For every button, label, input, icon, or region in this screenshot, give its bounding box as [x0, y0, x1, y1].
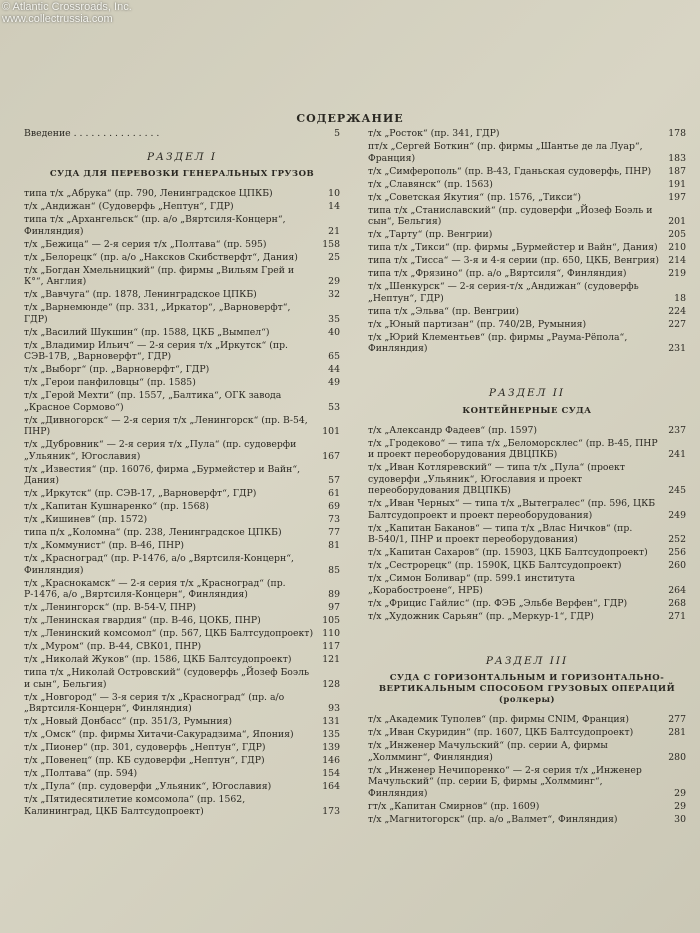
entry-text: типа т/х „Абрука“ (пр. 790, Ленинградское ЦПКБ) [24, 188, 273, 199]
watermark-line-2: www.collectrussia.com [2, 13, 113, 25]
entry-page: 183 [668, 152, 686, 164]
toc-entry [368, 573, 686, 596]
toc-entry [24, 340, 340, 363]
section-1-continued-entries [368, 128, 686, 355]
watermark-line-1: © Atlantic Crossroads, Inc. [2, 1, 132, 13]
toc-entry [368, 801, 686, 813]
toc-entry [24, 464, 340, 487]
entry-page: 131 [322, 716, 340, 727]
toc-entry [24, 201, 340, 213]
entry-page: 281 [668, 727, 686, 738]
entry-text: т/х „Дивногорск“ — 2-я серия т/х „Ленингорск“ (пр. В-54, ПНР) [24, 414, 308, 437]
entry-page: 191 [668, 178, 686, 190]
entry-text: т/х „Советская Якутия“ (пр. 1576, „Тикси“) [368, 191, 582, 203]
toc-entry [24, 439, 340, 462]
section-3-title: РАЗДЕЛ III [485, 654, 569, 667]
toc-entry [368, 255, 686, 267]
entry-page: 14 [328, 201, 340, 212]
entry-page: 205 [668, 229, 686, 240]
entry-text: т/х „Муром“ (пр. В-44, СВК01, ПНР) [24, 641, 202, 652]
entry-page: 121 [322, 654, 340, 665]
entry-page: 101 [322, 426, 340, 437]
entry-text: т/х „Иван Котляревский“ — типа т/х „Пула“ (проект судоверфи „Ульяник“, Югославия и проект переоборудования ДВЦПКБ) [368, 462, 625, 496]
entry-page: 268 [668, 597, 686, 609]
toc-entry [368, 611, 686, 623]
toc-entry [24, 415, 340, 438]
toc-entry [24, 289, 340, 301]
entry-text: т/х „Николай Жуков“ (пр. 1586, ЦКБ Балтсудопроект) [24, 654, 292, 665]
toc-entry [24, 252, 340, 264]
entry-page: 173 [322, 805, 340, 817]
entry-page: 154 [322, 768, 340, 779]
entry-text: т/х „Андижан“ (Судоверфь „Нептун“, ГДР) [24, 201, 234, 212]
entry-page: 49 [328, 377, 340, 388]
entry-page: 69 [328, 501, 340, 512]
toc-entry [368, 306, 686, 318]
toc-entry [368, 425, 686, 437]
toc-entry [24, 716, 340, 728]
entry-page: 231 [668, 343, 686, 354]
entry-text: типа т/х „Станиславский“ (пр. судоверфи „Йозеф Боэль и сын“, Бельгия) [368, 204, 653, 227]
entry-text: т/х „Фрицис Гайлис“ (пр. ФЭБ „Эльбе Верфен“, ГДР) [368, 597, 628, 609]
entry-text: т/х „Академик Туполев“ (пр. фирмы CNIM, Франция) [368, 714, 630, 725]
entry-page: 81 [328, 540, 340, 551]
toc-entry [24, 239, 340, 251]
toc-entry [368, 141, 686, 164]
left-column [24, 128, 340, 819]
entry-page: 29 [674, 787, 686, 799]
entry-text: т/х „Новгород“ — 3-я серия т/х „Красноград“ (пр. а/о „Вяртсиля-Концерн“, Финляндия) [24, 691, 285, 714]
entry-page: 53 [328, 401, 340, 413]
entry-page: 44 [328, 364, 340, 375]
toc-entry [24, 615, 340, 627]
toc-entry [368, 740, 686, 763]
entry-page: 25 [328, 251, 340, 263]
entry-text: т/х „Вавчуга“ (пр. 1878, Ленинградское ЦПКБ) [24, 289, 257, 300]
toc-entry [24, 768, 340, 780]
entry-page: 214 [668, 255, 686, 266]
page-title: СОДЕРЖАНИЕ [296, 112, 404, 125]
entry-page: 241 [668, 449, 686, 460]
toc-entry [368, 438, 686, 461]
entry-text: т/х „Иван Скуридин“ (пр. 1607, ЦКБ Балтсудопроект) [368, 727, 634, 738]
entry-page: 164 [322, 781, 340, 792]
section-2-entries [368, 425, 686, 623]
toc-entry [24, 729, 340, 741]
entry-text: т/х „Художник Сарьян“ (пр. „Меркур-1“, ГДР) [368, 610, 594, 622]
toc-entry [24, 553, 340, 576]
section-2-title: РАЗДЕЛ II [488, 387, 566, 399]
entry-text: гт/х „Капитан Смирнов“ (пр. 1609) [368, 800, 540, 812]
toc-entry [368, 242, 686, 254]
entry-text: т/х „Пятидесятилетие комсомола“ (пр. 1562, Калининград, ЦКБ Балтсудопроект) [24, 794, 246, 817]
entry-text: т/х „Герои панфиловцы“ (пр. 1585) [24, 377, 196, 388]
entry-text: т/х „Бежица“ — 2-я серия т/х „Полтава“ (пр. 595) [24, 238, 267, 250]
toc-entry [24, 755, 340, 767]
toc-entry [368, 281, 686, 304]
entry-page: 252 [668, 534, 686, 545]
entry-text: т/х „Краснокамск“ — 2-я серия т/х „Красноград“ (пр. Р-1476, а/о „Вяртсиля-Концерн“, Финляндия) [24, 577, 286, 600]
entry-text: т/х „Иркутск“ (пр. СЭВ-17, „Варноверфт“, ГДР) [24, 488, 257, 499]
entry-page: 264 [668, 584, 686, 596]
entry-text: типа т/х „Эльва“ (пр. Венгрии) [368, 305, 519, 317]
entry-page: 146 [322, 755, 340, 766]
toc-entry [368, 814, 686, 826]
entry-text: т/х „Гродеково“ — типа т/х „Беломорсклес“ (пр. В-45, ПНР и проект переоборудования ДВЦПКБ) [368, 437, 658, 460]
toc-entry [24, 602, 340, 614]
entry-text: т/х „Славянск“ (пр. 1563) [368, 178, 493, 190]
entry-text: т/х „Богдан Хмельницкий“ (пр. фирмы „Вильям Грей и К°“, Англия) [24, 264, 295, 287]
entry-text: т/х „Ленинская гвардия“ (пр. В-46, ЦОКБ, ПНР) [24, 615, 261, 626]
entry-page: 29 [674, 800, 686, 812]
entry-text: т/х „Василий Шукшин“ (пр. 1588, ЦКБ „Вымпел“) [24, 326, 270, 338]
toc-entry [368, 547, 686, 559]
toc-entry [24, 781, 340, 793]
entry-text: т/х „Известия“ (пр. 16076, фирма „Бурмейстер и Вайн“, Дания) [24, 463, 301, 486]
entry-page: 93 [328, 703, 340, 714]
toc-entry [24, 265, 340, 288]
entry-text: т/х „Капитан Сахаров“ (пр. 15903, ЦКБ Балтсудопроект) [368, 547, 648, 558]
toc-entry [368, 205, 686, 228]
toc-entry [368, 462, 686, 497]
toc-entry [368, 714, 686, 726]
toc-entry [24, 188, 340, 200]
toc-entry [24, 214, 340, 237]
toc-entry [368, 192, 686, 204]
entry-page: 5 [334, 128, 340, 139]
toc-entry [24, 377, 340, 389]
toc-entry [368, 319, 686, 331]
entry-page: 277 [668, 714, 686, 725]
entry-text: т/х „Новый Донбасс“ (пр. 351/3, Румыния) [24, 716, 233, 727]
toc-entry [24, 327, 340, 339]
toc-entry [24, 742, 340, 754]
entry-text: пт/х „Сергей Боткин“ (пр. фирмы „Шантье де ла Луар“, Франция) [368, 141, 643, 164]
entry-page: 110 [322, 628, 340, 639]
entry-text: т/х „Капитан Кушнаренко“ (пр. 1568) [24, 501, 210, 512]
entry-text: т/х „Юрий Клементьев“ (пр. фирмы „Раума-Рёпола“, Финляндия) [368, 331, 628, 354]
entry-page: 35 [328, 313, 340, 325]
toc-entry [368, 166, 686, 178]
entry-text: т/х „Выборг“ (пр. „Варноверфт“, ГДР) [24, 364, 210, 375]
entry-page: 30 [674, 813, 686, 825]
entry-page: 178 [668, 128, 686, 139]
entry-page: 40 [328, 326, 340, 338]
entry-page: 210 [668, 242, 686, 253]
toc-entry [24, 654, 340, 666]
entry-page: 249 [668, 509, 686, 521]
toc-entry [24, 692, 340, 715]
entry-page: 128 [322, 678, 340, 690]
entry-page: 21 [328, 225, 340, 237]
entry-text: типа т/х „Архангельск“ (пр. а/о „Вяртсиля-Концерн“, Финляндия) [24, 214, 286, 237]
entry-page: 32 [328, 289, 340, 300]
section-3-entries [368, 714, 686, 825]
toc-entry [368, 523, 686, 546]
entry-text: т/х „Варнемюнде“ (пр. 331, „Иркатор“, „Варноверфт“, ГДР) [24, 302, 291, 325]
entry-page: 256 [668, 547, 686, 558]
toc-entry [368, 498, 686, 521]
entry-text: т/х „Магнитогорск“ (пр. а/о „Валмет“, Финляндия) [368, 813, 618, 825]
entry-text: т/х „Инженер Нечипоренко“ — 2-я серия т/х „Инженер Мачульский“ (пр. серии Б, фирмы „Холмминг“, Финляндия) [368, 764, 642, 799]
toc-entry [368, 332, 686, 355]
entry-page: 187 [668, 165, 686, 177]
entry-page: 10 [328, 188, 340, 199]
entry-page: 77 [328, 527, 340, 538]
entry-text: т/х „Коммунист“ (пр. В-46, ПНР) [24, 540, 184, 551]
entry-text: типа т/х „Николай Островский“ (судоверфь „Йозеф Боэль и сын“, Бельгия) [24, 667, 310, 690]
entry-page: 224 [668, 305, 686, 317]
section-1-entries [24, 188, 340, 817]
entry-text: т/х „Александр Фадеев“ (пр. 1597) [368, 424, 538, 436]
entry-page: 18 [674, 292, 686, 304]
entry-page: 29 [328, 276, 340, 287]
toc-entry [24, 667, 340, 690]
entry-page: 61 [328, 488, 340, 499]
entry-text: т/х „Ленинский комсомол“ (пр. 567, ЦКБ Балтсудопроект) [24, 628, 314, 639]
entry-page: 197 [668, 191, 686, 203]
toc-entry-intro [24, 128, 340, 140]
toc-entry [24, 390, 340, 413]
entry-page: 260 [668, 560, 686, 571]
entry-page: 97 [328, 602, 340, 613]
entry-page: 73 [328, 514, 340, 525]
entry-text: т/х „Капитан Баканов“ — типа т/х „Влас Ничков“ (пр. В-540/1, ПНР и проект переоборудования) [368, 522, 633, 545]
entry-text: т/х „Владимир Ильич“ — 2-я серия т/х „Иркутск“ (пр. СЭВ-17В, „Варноверфт“, ГДР) [24, 339, 288, 362]
section-3-subtitle: СУДА С ГОРИЗОНТАЛЬНЫМ И ГОРИЗОНТАЛЬНО-ВЕРТИКАЛЬНЫМ СПОСОБОМ ГРУЗОВЫХ ОПЕРАЦИЙ (ролкеры) [378, 673, 676, 705]
toc-entry [368, 128, 686, 140]
toc-entry [24, 501, 340, 513]
toc-entry [24, 794, 340, 817]
section-1-title: РАЗДЕЛ I [146, 150, 217, 163]
entry-text: т/х „Полтава“ (пр. 594) [24, 768, 138, 779]
toc-entry [368, 268, 686, 280]
entry-text: т/х „Иван Черных“ — типа т/х „Вытегралес“ (пр. 596, ЦКБ Балтсудопроект и проект переоборудования) [368, 498, 656, 521]
entry-page: 158 [322, 238, 340, 250]
entry-page: 89 [328, 589, 340, 600]
entry-page: 219 [668, 268, 686, 279]
toc-entry [368, 560, 686, 572]
entry-text: т/х „Повенец“ (пр. КБ судоверфи „Нептун“, ГДР) [24, 755, 265, 766]
entry-page: 105 [322, 615, 340, 626]
entry-page: 237 [668, 424, 686, 436]
entry-text: типа п/х „Коломна“ (пр. 238, Ленинградское ЦПКБ) [24, 527, 282, 538]
entry-text: т/х „Сестрорецк“ (пр. 1590К, ЦКБ Балтсудопроект) [368, 560, 622, 571]
entry-text: т/х „Ленингорск“ (пр. В-54-V, ПНР) [24, 602, 197, 613]
entry-text: т/х „Герой Мехти“ (пр. 1557, „Балтика“, ОГК завода „Красное Сормово“) [24, 390, 282, 413]
entry-page: 85 [328, 564, 340, 576]
toc-entry [368, 765, 686, 800]
toc-entry [24, 540, 340, 552]
entry-text: Введение . . . . . . . . . . . . . . . [24, 128, 160, 139]
entry-text: т/х „Тарту“ (пр. Венгрии) [368, 229, 493, 240]
entry-page: 135 [322, 729, 340, 740]
toc-entry [24, 364, 340, 376]
toc-entry [368, 727, 686, 739]
toc-entry [24, 628, 340, 640]
toc-entry [368, 179, 686, 191]
entry-text: типа т/х „Фрязино“ (пр. а/о „Вяртсиля“, Финляндия) [368, 268, 627, 279]
entry-text: типа т/х „Тисса“ — 3-я и 4-я серии (пр. 650, ЦКБ, Венгрия) [368, 255, 659, 266]
entry-page: 117 [322, 641, 340, 652]
entry-text: т/х „Симферополь“ (пр. В-43, Гданьская судоверфь, ПНР) [368, 165, 652, 177]
section-2-subtitle: КОНТЕЙНЕРНЫЕ СУДА [462, 405, 592, 416]
toc-entry [24, 641, 340, 653]
toc-entry [24, 527, 340, 539]
entry-page: 139 [322, 742, 340, 753]
entry-text: т/х „Кишинев“ (пр. 1572) [24, 514, 148, 525]
entry-text: т/х „Красноград“ (пр. Р-1476, а/о „Вяртсиля-Концерн“, Финляндия) [24, 553, 294, 576]
entry-page: 65 [328, 351, 340, 362]
entry-page: 167 [322, 450, 340, 462]
entry-text: т/х „Инженер Мачульский“ (пр. серии А, фирмы „Холмминг“, Финляндия) [368, 740, 608, 763]
toc-entry [24, 488, 340, 500]
entry-text: т/х „Росток“ (пр. 341, ГДР) [368, 128, 500, 139]
section-1-subtitle: СУДА ДЛЯ ПЕРЕВОЗКИ ГЕНЕРАЛЬНЫХ ГРУЗОВ [49, 169, 315, 179]
toc-entry [368, 229, 686, 241]
right-column [368, 128, 686, 827]
watermark [2, 1, 132, 25]
entry-page: 280 [668, 751, 686, 763]
entry-text: т/х „Омск“ (пр. фирмы Хитачи-Сакурадзима“, Япония) [24, 729, 294, 740]
entry-page: 201 [668, 216, 686, 227]
toc-entry [24, 578, 340, 601]
toc-entry [24, 514, 340, 526]
entry-text: т/х „Симон Боливар“ (пр. 599.1 института „Корабостроене“, НРБ) [368, 573, 576, 596]
entry-text: т/х „Юный партизан“ (пр. 740/2В, Румыния) [368, 318, 587, 330]
entry-text: т/х „Белорецк“ (пр. а/о „Наксков Скибстверфт“, Дания) [24, 251, 298, 263]
toc-entry [24, 302, 340, 325]
entry-text: т/х „Пула“ (пр. судоверфи „Ульяник“, Югославия) [24, 781, 272, 792]
entry-page: 227 [668, 318, 686, 330]
entry-text: типа т/х „Тикси“ (пр. фирмы „Бурмейстер и Вайн“, Дания) [368, 242, 658, 253]
toc-entry [368, 598, 686, 610]
entry-page: 57 [328, 475, 340, 486]
entry-page: 271 [668, 610, 686, 622]
entry-text: т/х „Шенкурск“ — 2-я серия-т/х „Андижан“ (судоверфь „Нептун“, ГДР) [368, 281, 639, 304]
entry-page: 245 [668, 485, 686, 496]
entry-text: т/х „Дубровник“ — 2-я серия т/х „Пула“ (пр. судоверфи „Ульяник“, Югославия) [24, 439, 297, 462]
entry-text: т/х „Пионер“ (пр. 301, судоверфь „Нептун“, ГДР) [24, 742, 266, 753]
